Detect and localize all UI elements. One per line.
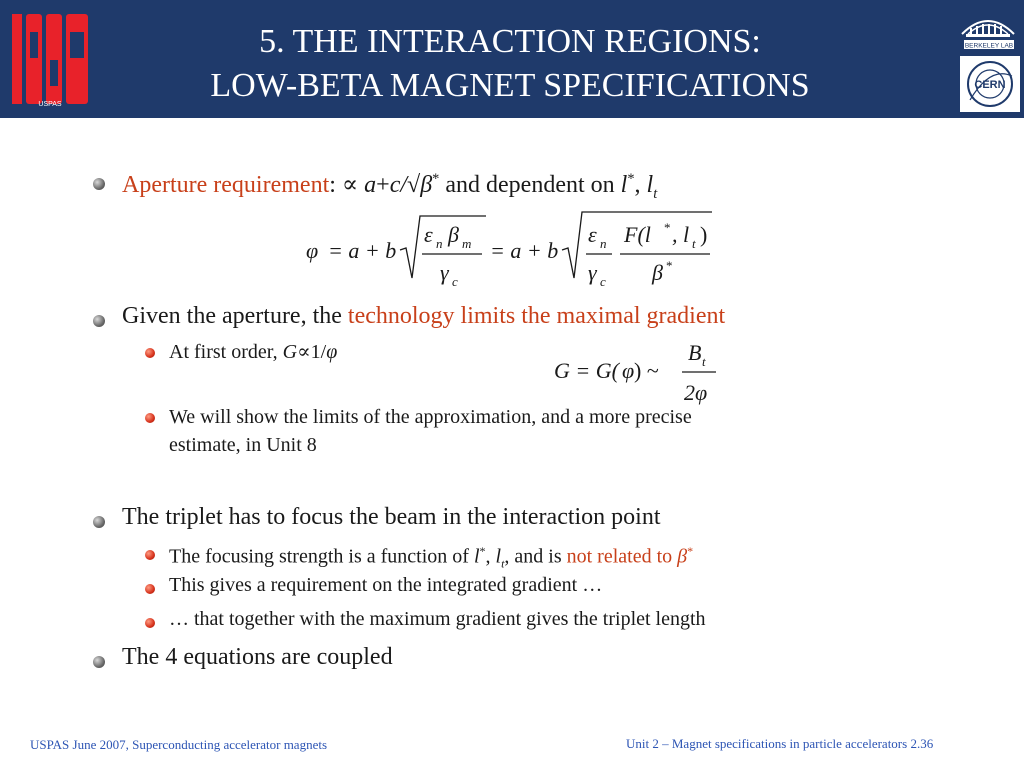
lt-subscript: t: [653, 185, 658, 202]
eq1-beta: β: [448, 222, 459, 247]
eq2-num-sub: t: [702, 354, 706, 369]
given-aperture-text: Given the aperture, the: [122, 303, 348, 329]
eq2-phi: φ: [622, 358, 635, 383]
var-l-2: l: [473, 545, 480, 568]
bullet-1-marker: [93, 178, 105, 190]
var-G: G: [282, 341, 298, 363]
sub-bullet-3-3-marker: [145, 618, 155, 628]
sub-bullet-2-2-marker: [145, 413, 155, 423]
var-l: l: [620, 172, 628, 198]
star-superscript: *: [432, 171, 440, 187]
sub-bullet-2-1-marker: [145, 348, 155, 358]
var-lt: l: [646, 172, 654, 198]
sub-bullet-limits-line-2: estimate, in Unit 8: [169, 434, 317, 456]
eq1-F-mid: , l: [672, 222, 690, 247]
bullet-2-marker: [93, 315, 105, 327]
sub-bullet-triplet-length: … that together with the maximum gradient gives the triplet length: [169, 608, 706, 630]
eq1-c-2: c: [600, 274, 606, 289]
bullet-3-marker: [93, 516, 105, 528]
eq1-F-star: *: [664, 220, 671, 235]
eq2-den: 2φ: [684, 380, 708, 405]
technology-limits-text: technology limits the maximal gradient: [347, 303, 726, 329]
plus: +: [376, 172, 390, 198]
berkeley-lab-text: BERKELEY LAB: [964, 42, 1014, 50]
eq1-a-plus-b: = a + b: [328, 238, 397, 263]
sub-bullet-integrated-gradient: This gives a requirement on the integrated gradient …: [169, 574, 603, 596]
title-line-1: 5. THE INTERACTION REGIONS:: [259, 23, 761, 60]
lt-subscript-2: t: [501, 556, 505, 571]
and-is-text: , and is: [504, 545, 567, 568]
eq1-gamma-2: γ: [588, 260, 597, 285]
eq1-n: n: [436, 236, 443, 251]
dependent-text: and dependent on: [439, 172, 621, 198]
eq1-eps: ε: [424, 222, 433, 247]
focusing-strength-text: The focusing strength is a function of: [169, 545, 474, 568]
eq2-lhs: G = G(: [554, 358, 619, 383]
prop-symbol-2: ∝: [297, 341, 311, 363]
eq1-F-t: t: [692, 236, 696, 251]
eq1-c: c: [452, 274, 458, 289]
footer-unit: Unit 2 – Magnet specifications in particle accelerators 2.36: [626, 736, 934, 751]
eq2-rhs: ) ~: [634, 358, 659, 383]
aperture-equation: [300, 208, 720, 292]
eq1-gamma: γ: [440, 260, 449, 285]
eq1-F-close: ): [700, 222, 708, 247]
colon: :: [329, 172, 336, 198]
title-line-2: LOW-BETA MAGNET SPECIFICATIONS: [210, 67, 810, 104]
first-order-text: At first order,: [169, 341, 283, 363]
comma-2: ,: [485, 545, 496, 568]
sub-bullet-3-2-marker: [145, 584, 155, 594]
eq1-phi: φ: [306, 238, 319, 263]
phi-symbol: φ: [326, 341, 338, 363]
eq1-beta-den: β: [652, 260, 663, 285]
beta-symbol-2: β: [677, 545, 688, 568]
footer-course: USPAS June 2007, Superconducting accelerator magnets: [30, 737, 328, 752]
eq2-num: B: [688, 340, 702, 365]
comma: ,: [634, 172, 647, 198]
sub-bullet-first-order: [169, 339, 337, 365]
bullet-equations-coupled: The 4 equations are coupled: [122, 644, 393, 670]
bullet-triplet-focus: The triplet has to focus the beam in the interaction point: [122, 504, 661, 530]
sub-bullet-limits-line-1: We will show the limits of the approximation, and a more precise: [169, 406, 692, 428]
eq1-a-plus-b-2: = a + b: [490, 238, 559, 263]
eq1-beta-star: *: [666, 258, 673, 273]
proportional-symbol: ∝: [341, 172, 359, 198]
uspas-logo: [8, 10, 92, 108]
sub-bullet-3-1-marker: [145, 550, 155, 560]
one-over: 1/: [310, 341, 327, 363]
gradient-equation: [548, 334, 728, 410]
eq1-F-open: F(l: [624, 222, 651, 247]
bullet-4-marker: [93, 656, 105, 668]
eq1-m: m: [462, 236, 472, 251]
aperture-requirement-label: Aperture requirement: [122, 172, 330, 198]
cern-text: CERN: [974, 79, 1006, 91]
berkeley-lab-logo: [956, 4, 1020, 52]
uspas-logo-text: USPAS: [38, 101, 62, 108]
l-star: *: [627, 171, 635, 187]
cern-logo: [960, 56, 1020, 112]
eq1-eps-2: ε: [588, 222, 597, 247]
eq1-n-2: n: [600, 236, 607, 251]
var-lt-2: l: [495, 545, 502, 568]
var-a: a: [364, 172, 377, 198]
l-star-2: *: [479, 544, 486, 558]
bullet-aperture-requirement: [122, 164, 657, 209]
not-related-text: not related to: [566, 545, 678, 568]
beta-symbol: β: [420, 172, 433, 198]
bullet-technology-limits: [122, 301, 725, 331]
c-over-sqrt: c/√: [389, 172, 421, 198]
sub-bullet-focusing-strength: [169, 538, 693, 577]
beta-star-2: *: [687, 544, 694, 558]
